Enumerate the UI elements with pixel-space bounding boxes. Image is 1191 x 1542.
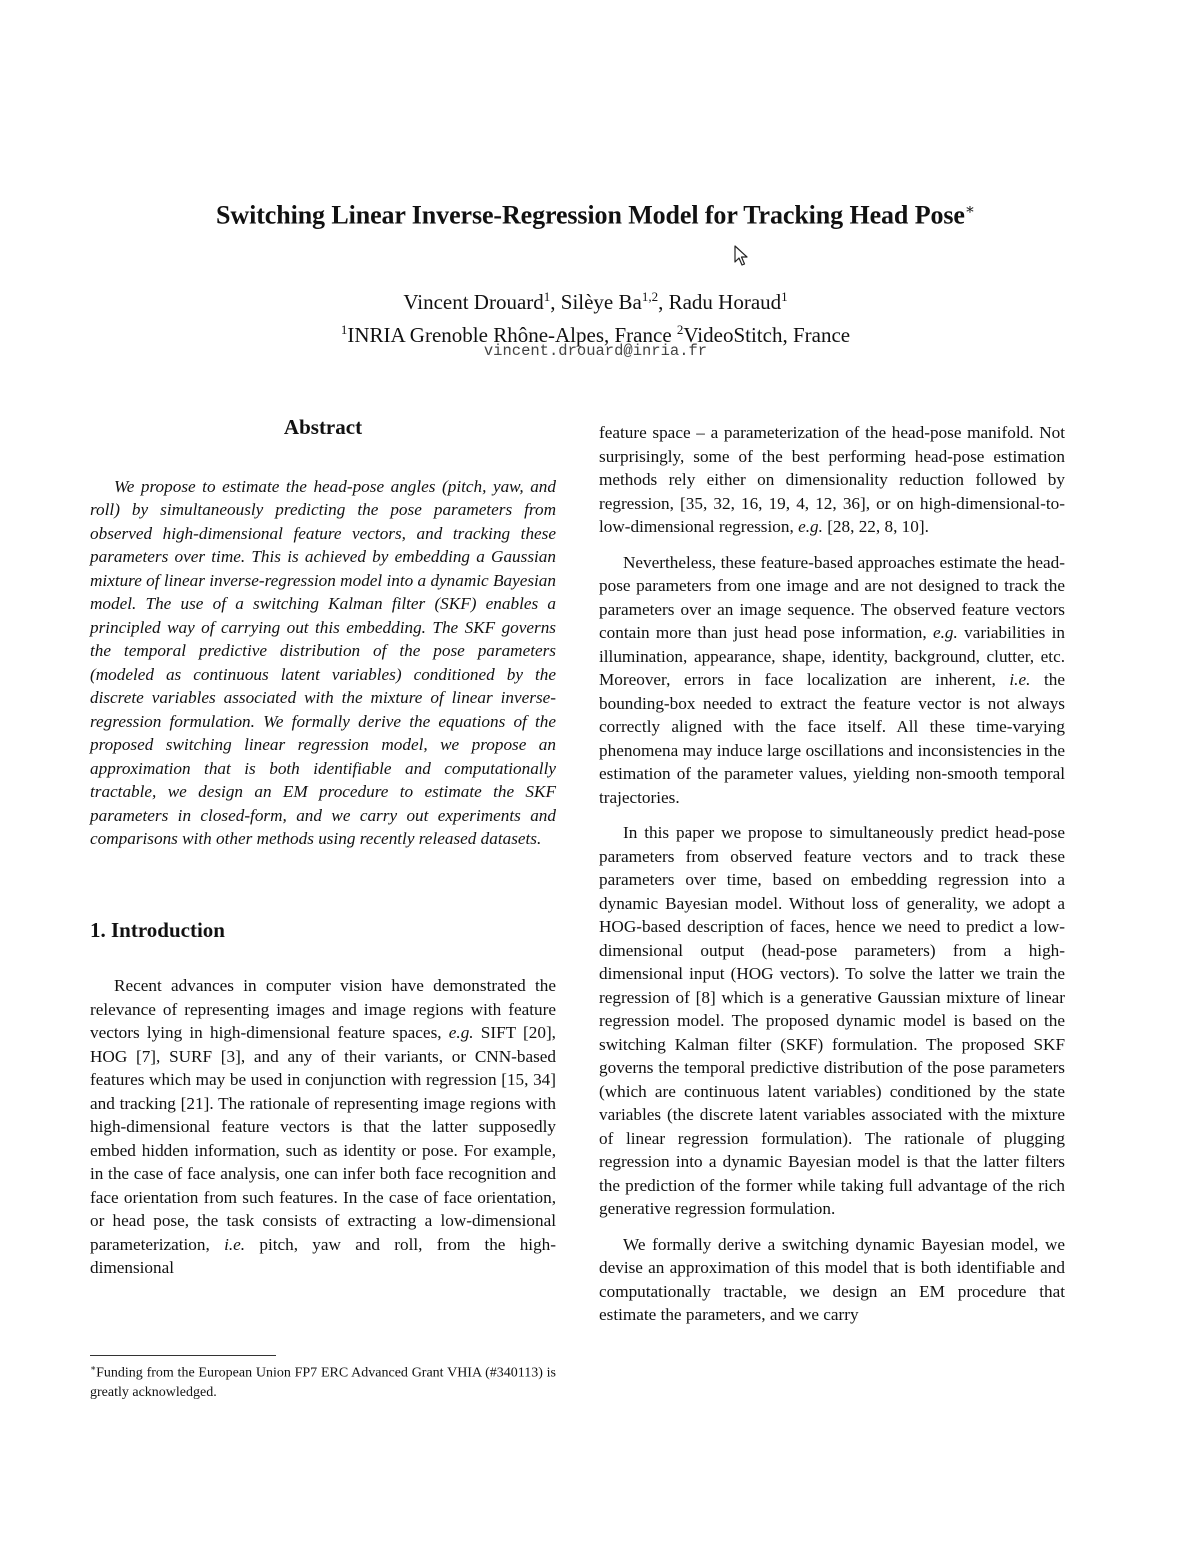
text-run: pitch, yaw and roll, from the high-dimensional — [90, 1234, 556, 1277]
body-paragraph — [599, 551, 1065, 810]
footnote-divider — [90, 1355, 276, 1356]
abstract-heading: Abstract — [283, 415, 363, 439]
paper-title — [0, 200, 1191, 231]
footnote-text: Funding from the European Union FP7 ERC Advanced Grant VHIA (#340113) is greatly acknowledged. — [90, 1365, 556, 1400]
author-affiliation-mark: 1,2 — [641, 289, 659, 304]
title-footnote-mark: ∗ — [964, 202, 975, 218]
author-affiliation-mark: 1 — [543, 289, 551, 304]
author-block — [0, 283, 1191, 349]
abstract-text: We propose to estimate the head-pose angles (pitch, yaw, and roll) by simultaneously predicting the pose parameters from observed high-dimensional feature vectors, and tracking these parameters over time. This is achieved by embedding a Gaussian mixture of linear inverse-regression model into a dynamic Bayesian model. The use of a switching Kalman filter (SKF) enables a principled way of carrying out this embedding. The SKF governs the temporal predictive distribution of the pose parameters (modeled as continuous latent variables) conditioned by the discrete variables associated with the mixture of linear inverse-regression formulation. We formally derive the equations of the proposed switching linear regression model, we propose an approximation that is both identifiable and computationally tractable, we design an EM procedure to estimate the SKF parameters in closed-form, and we carry out experiments and comparisons with other methods using recently released datasets. — [90, 476, 556, 848]
italic-text: i.e. — [224, 1234, 246, 1254]
affiliation-name: INRIA Grenoble Rhône-Alpes, France — [347, 323, 672, 347]
body-paragraph — [599, 1233, 1065, 1327]
text-run: the bounding-box needed to extract the feature vector is not always correctly aligned with the face itself. All these time-varying phenomena may induce large oscillations and inconsistencies in the estimation of the parameter values, yielding non-smooth temporal trajectories. — [599, 670, 1066, 807]
text-run: feature space – a parameterization of the head-pose manifold. Not surprisingly, some of the best performing head-pose estimation methods rely either on dimensionality reduction followed by regression, [35, 32, 16, 19, 4, 12, 36], or on high-dimensional-to-low-dimensional regression, — [599, 423, 1065, 536]
author-name: Silèye Ba — [560, 290, 642, 314]
footnote — [90, 1359, 556, 1402]
text-run: In this paper we propose to simultaneously predict head-pose parameters from observed feature vectors and to track these parameters over time, based on embedding regression into a dynamic Bayesian model. Without loss of generality, we adopt a HOG-based description of faces, hence we need to predict a low-dimensional output (head-pose parameters) from a high-dimensional input (HOG vectors). To solve the latter we train the regression of [8] which is a generative Gaussian mixture of linear regression model. The proposed dynamic model is based on the switching Kalman filter (SKF) formulation. The proposed SKF governs the temporal predictive distribution of the pose parameters (which are continuous latent variables) conditioned by the state variables (the discrete latent variables associated with the mixture of linear regression formulation). The rationale of plugging regression into a dynamic Bayesian model is that the latter filters the prediction of the former while taking full advantage of the rich generative regression formulation. — [599, 823, 1065, 1218]
footnote-mark: ∗ — [90, 1363, 97, 1373]
italic-text: e.g. — [933, 623, 958, 642]
body-paragraph — [599, 821, 1065, 1221]
author-email: vincent.drouard@inria.fr — [483, 342, 708, 360]
text-run: Recent advances in computer vision have demonstrated the relevance of representing images and image regions with feature vectors lying in high-dimensional feature spaces, — [90, 976, 556, 1042]
intro-paragraph — [90, 974, 556, 1280]
affiliation-number: 2 — [676, 322, 684, 337]
mouse-pointer-icon — [733, 245, 749, 267]
author-name: Vincent Drouard — [403, 290, 544, 314]
text-run: We formally derive a switching dynamic Bayesian model, we devise an approximation of this model that is both identifiable and computationally tractable, we design an EM procedure that estimate the parameters, and we carry — [599, 1234, 1065, 1324]
affiliation-name: VideoStitch, France — [683, 323, 851, 347]
author-affiliation-mark: 1 — [781, 289, 788, 304]
italic-text: e.g. — [798, 517, 823, 536]
paper-title-text: Switching Linear Inverse-Regression Model for Tracking Head Pose — [216, 200, 965, 230]
text-run: SIFT [20], HOG [7], SURF [3], and any of their variants, or CNN-based features which may be used in conjunction with regression [15, 34] and tracking [21]. The rationale of representing image regions with high-dimensional feature vectors is that the latter supposedly embed hidden information, such as identity or pose. For example, in the case of face analysis, one can infer both face recognition and face orientation from such features. In the case of face orientation, or head pose, the task consists of extracting a low-dimensional parameterization, — [90, 1023, 556, 1254]
text-run: Nevertheless, these feature-based approaches estimate the head-pose parameters from one image and are not designed to track the parameters over an image sequence. The observed feature vectors contain more than just head pose information, — [599, 552, 1065, 642]
italic-text: i.e. — [1009, 670, 1031, 689]
text-run: variabilities in illumination, appearance, shape, identity, background, clutter, etc. Moreover, errors in face localization are inherent, — [599, 623, 1065, 689]
italic-text: e.g. — [448, 1023, 474, 1042]
right-column — [599, 421, 1065, 1327]
affiliation-number: 1 — [340, 322, 348, 337]
body-paragraph — [599, 421, 1065, 539]
text-run: [28, 22, 8, 10]. — [822, 517, 929, 536]
section-heading-introduction: 1. Introduction — [90, 917, 225, 942]
author-name: Radu Horaud — [668, 290, 782, 314]
left-column — [90, 416, 556, 1280]
author-line: Vincent Drouard$^1$, Silèye Ba$^{1,2}$, Radu Horaud$^1$ — [403, 289, 788, 314]
